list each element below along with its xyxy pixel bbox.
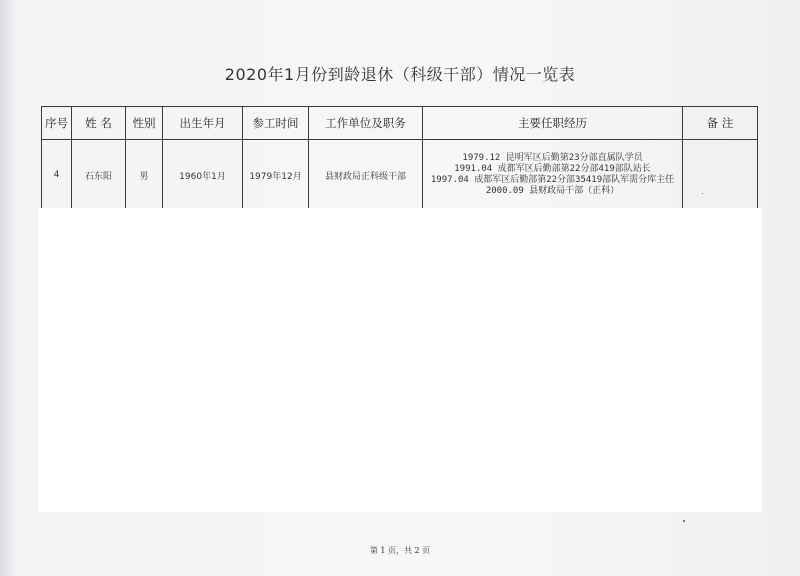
page-footer: 第 1 页，共 2 页 [369, 546, 431, 555]
scan-speck [683, 520, 685, 522]
cell-birth: 1960年1月 [163, 140, 243, 211]
cell-name: 石东阳 [72, 140, 126, 211]
header-remark: 备 注 [683, 107, 758, 140]
header-gender: 性别 [126, 107, 163, 140]
page-title: 2020年1月份到龄退休（科级干部）情况一览表 [224, 65, 576, 84]
header-work-start: 参工时间 [243, 107, 309, 140]
career-line: 1997.04 成都军区后勤部第22分部35419部队军需分库主任 [430, 175, 675, 185]
career-line: 1991.04 成都军区后勤部第22分部419部队站长 [454, 164, 651, 174]
cell-unit-position: 县财政局正科级干部 [309, 140, 423, 211]
table-row [42, 140, 758, 211]
header-unit-position: 工作单位及职务 [309, 107, 423, 140]
redaction-block [38, 208, 762, 512]
header-name: 姓 名 [72, 107, 126, 140]
cell-career [423, 140, 683, 211]
retirement-table [41, 106, 758, 211]
scan-speck [702, 193, 703, 194]
career-line: 1979.12 昆明军区后勤第23分部直属队学员 [462, 153, 643, 163]
cell-serial: 4 [42, 140, 72, 211]
header-birth: 出生年月 [163, 107, 243, 140]
career-line: 2000.09 县财政局干部（正科） [485, 186, 620, 196]
header-serial: 序号 [42, 107, 72, 140]
cell-gender: 男 [126, 140, 163, 211]
table-header-row [42, 107, 758, 140]
cell-remark [683, 140, 758, 211]
header-career: 主要任职经历 [423, 107, 683, 140]
cell-work-start: 1979年12月 [243, 140, 309, 211]
